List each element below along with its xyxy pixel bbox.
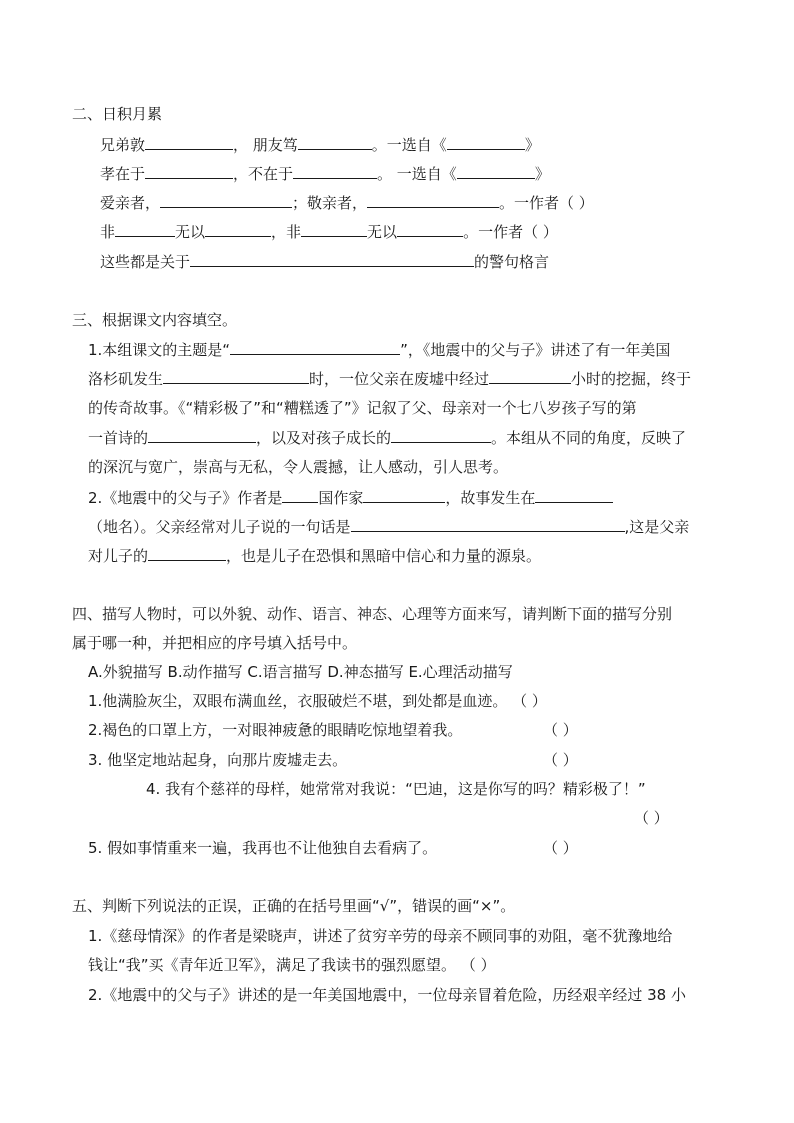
text: ，故事发生在 [445, 489, 536, 507]
blank[interactable] [145, 134, 233, 150]
blank[interactable] [367, 192, 499, 208]
section-5-title: 五、判断下列说法的正误，正确的在括号里画“√”，错误的画“×”。 [72, 897, 516, 915]
text: ， 朋友笃 [233, 136, 298, 154]
blank[interactable] [148, 545, 226, 561]
q3-1-line-3: 的传奇故事。《“精彩极了”和“糟糕透了”》记叙了父、母亲对一个七八岁孩子写的第 [88, 399, 637, 417]
text: 》 [524, 136, 540, 154]
blank[interactable] [457, 163, 535, 179]
text: 无以 [367, 223, 398, 241]
blank[interactable] [145, 163, 233, 179]
text: ”，《地震中的父与子》讲述了有一年美国 [400, 341, 671, 359]
blank[interactable] [282, 487, 318, 503]
blank[interactable] [205, 221, 271, 237]
answer-paren[interactable]: （ ） [543, 839, 578, 857]
blank[interactable] [148, 427, 256, 443]
q3-2-line-1 [88, 487, 613, 508]
blank[interactable] [163, 368, 309, 384]
section-2-title: 二、日积月累 [72, 105, 163, 123]
section-2-line-2 [100, 163, 550, 184]
text: 对儿子的 [88, 547, 149, 565]
blank[interactable] [298, 134, 372, 150]
text: 孝在于 [100, 165, 146, 183]
blank[interactable] [115, 221, 175, 237]
text: 爱亲者， [100, 194, 161, 212]
text: ，非 [271, 223, 302, 241]
section-4-options: A.外貌描写 B.动作描写 C.语言描写 D.神态描写 E.心理活动描写 [88, 663, 513, 681]
text: （地名）。父亲经常对儿子说的一句话是 [88, 518, 351, 536]
section-2-line-3 [100, 192, 594, 213]
q3-1-line-2 [88, 368, 691, 389]
text: 2.《地震中的父与子》作者是 [88, 489, 283, 507]
blank[interactable] [351, 516, 625, 532]
text: 国作家 [318, 489, 364, 507]
blank[interactable] [535, 487, 613, 503]
q4-item-1: 1.他满脸灰尘，双眼布满血丝，衣服破烂不堪，到处都是血迹。 （ ） [88, 692, 547, 710]
blank[interactable] [447, 134, 525, 150]
text: 的警句格言 [474, 253, 550, 271]
text: 。本组从不同的角度，反映了 [491, 429, 687, 447]
blank[interactable] [160, 192, 292, 208]
blank[interactable] [363, 487, 445, 503]
blank[interactable] [190, 251, 474, 267]
blank[interactable] [489, 368, 571, 384]
text: ，也是儿子在恐惧和黑暗中信心和力量的源泉。 [226, 547, 542, 565]
text: 时，一位父亲在废墟中经过 [309, 370, 490, 388]
q3-2-line-2 [88, 516, 689, 537]
section-3-title: 三、根据课文内容填空。 [72, 311, 238, 329]
text: 1.本组课文的主题是“ [88, 341, 231, 359]
q5-item-1-line-1: 1.《慈母情深》的作者是梁晓声，讲述了贫穷辛劳的母亲不顾同事的劝阻，毫不犹豫地给 [88, 927, 673, 945]
section-2-line-5 [100, 251, 549, 272]
text: 。一作者（ ） [463, 223, 558, 241]
q3-1-line-4 [88, 427, 686, 448]
answer-paren[interactable]: （ ） [543, 751, 578, 769]
blank[interactable] [293, 163, 377, 179]
text: 非 [100, 223, 116, 241]
text: ,这是父亲 [624, 518, 690, 536]
answer-paren[interactable]: （ ） [543, 721, 578, 739]
text: 兄弟敦 [100, 136, 146, 154]
text: 。一选自《 [371, 136, 447, 154]
blank[interactable] [230, 339, 400, 355]
text: 。一作者（ ） [499, 194, 594, 212]
section-2-line-1 [100, 134, 540, 155]
section-2-line-4 [100, 221, 558, 242]
text: ，以及对孩子成长的 [256, 429, 392, 447]
answer-paren[interactable]: （ ） [634, 809, 669, 827]
text: 洛杉矶发生 [88, 370, 164, 388]
q4-item-2: 2.褐色的口罩上方，一对眼神疲惫的眼睛吃惊地望着我。 [88, 721, 463, 739]
text: 。 一选自《 [377, 165, 457, 183]
text: 这些都是关于 [100, 253, 191, 271]
q4-item-4: 4. 我有个慈祥的母样，她常常对我说：“巴迪，这是你写的吗？精彩极了！” [146, 780, 646, 798]
text: 小时的挖掘，终于 [571, 370, 692, 388]
q4-item-5: 5. 假如事情重来一遍，我再也不让他独自去看病了。 [88, 839, 438, 857]
blank[interactable] [391, 427, 491, 443]
text: ，不在于 [233, 165, 294, 183]
q3-1-line-1 [88, 339, 670, 360]
text: 无以 [175, 223, 206, 241]
q5-item-2-line-1: 2.《地震中的父与子》讲述的是一年美国地震中，一位母亲冒着危险，历经艰辛经过 38 小 [88, 986, 686, 1004]
text: 》 [534, 165, 550, 183]
section-4-title-line-2: 属于哪一种，并把相应的序号填入括号中。 [72, 634, 358, 652]
q3-1-line-5: 的深沉与宽广，崇高与无私，令人震撼，让人感动，引人思考。 [88, 458, 509, 476]
blank[interactable] [397, 221, 463, 237]
section-4-title: 四、描写人物时，可以外貌、动作、语言、神态、心理等方面来写，请判断下面的描写分别 [72, 605, 673, 623]
q5-item-1-line-2: 钱让“我”买《青年近卫军》，满足了我读书的强烈愿望。 （ ） [88, 956, 496, 974]
q4-item-3: 3. 他坚定地站起身，向那片废墟走去。 [88, 751, 348, 769]
blank[interactable] [301, 221, 367, 237]
text: 一首诗的 [88, 429, 149, 447]
q3-2-line-3 [88, 545, 541, 566]
text: ；敬亲者， [292, 194, 368, 212]
